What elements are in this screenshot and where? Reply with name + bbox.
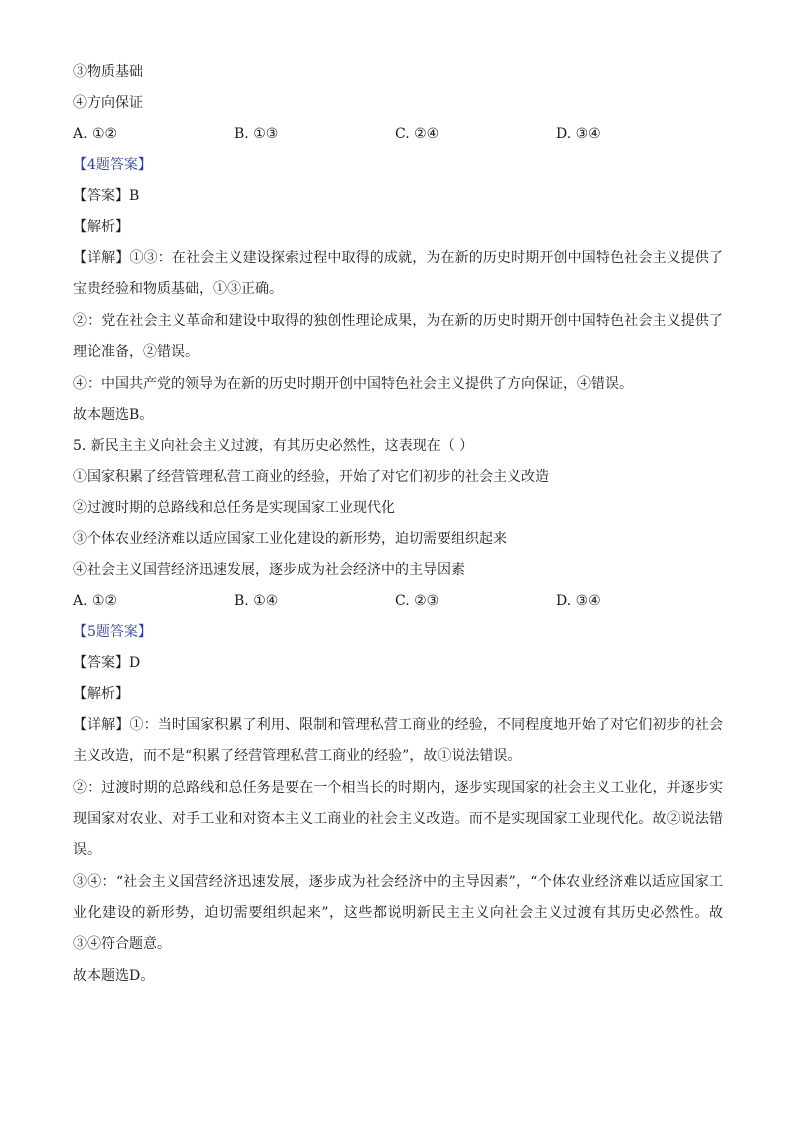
q4-answer-header: 【4题答案】 — [73, 157, 152, 173]
q5-item-1: ①国家积累了经营管理私营工商业的经验，开始了对它们初步的社会主义改造 — [73, 469, 549, 485]
q4-detail-3: ④：中国共产党的领导为在新的历史时期开创中国特色社会主义提供了方向保证，④错误。 — [73, 376, 633, 392]
q4-choice-a: A. ①② — [73, 126, 118, 142]
q5-answer: 【答案】D — [73, 655, 141, 671]
q5-answer-header: 【5题答案】 — [73, 624, 152, 640]
q5-choices — [73, 591, 723, 611]
document-page — [73, 62, 723, 997]
q5-detail-2: ②：过渡时期的总路线和总任务是要在一个相当长的时期内，逐步实现国家的社会主义工业化，并逐步实现国家对农业、对手工业和对资本主义工商业的社会主义改造。而不是实现国家工业现代化。故②说法错误。 — [73, 780, 723, 858]
q4-choices — [73, 124, 723, 144]
q4-detail-2: ②：党在社会主义革命和建设中取得的独创性理论成果，为在新的历史时期开创中国特色社会主义提供了理论准备，②错误。 — [73, 313, 723, 360]
q4-option-item-3: ③物质基础 — [73, 64, 143, 80]
q4-answer: 【答案】B — [73, 188, 140, 204]
q4-choice-b: B. ①③ — [234, 126, 279, 142]
q5-stem: 5. 新民主主义向社会主义过渡，有其历史必然性，这表现在（ ） — [73, 438, 474, 454]
q5-item-4: ④社会主义国营经济迅速发展，逐步成为社会经济中的主导因素 — [73, 562, 465, 578]
q5-item-3: ③个体农业经济难以适应国家工业化建设的新形势，迫切需要组织起来 — [73, 531, 507, 547]
q5-item-2: ②过渡时期的总路线和总任务是实现国家工业现代化 — [73, 500, 395, 516]
q5-choice-d: D. ③④ — [556, 593, 601, 609]
q4-detail-1: 【详解】①③：在社会主义建设探索过程中取得的成就，为在新的历史时期开创中国特色社会主义提供了宝贵经验和物质基础，①③正确。 — [73, 250, 723, 297]
q4-choice-d: D. ③④ — [556, 126, 601, 142]
q5-conclusion: 故本题选D。 — [73, 968, 155, 984]
q5-detail-1: 【详解】①：当时国家积累了利用、限制和管理私营工商业的经验，不同程度地开始了对它们初步的社会主义改造，而不是“积累了经营管理私营工商业的经验”，故①说法错误。 — [73, 717, 723, 764]
q4-choice-c: C. ②④ — [395, 126, 440, 142]
q5-analysis-label: 【解析】 — [73, 686, 129, 702]
q4-analysis-label: 【解析】 — [73, 219, 129, 235]
q5-choice-a: A. ①② — [73, 593, 118, 609]
q4-option-item-4: ④方向保证 — [73, 95, 143, 111]
q5-choice-b: B. ①④ — [234, 593, 279, 609]
q5-detail-3: ③④：“社会主义国营经济迅速发展，逐步成为社会经济中的主导因素”，“个体农业经济难以适应国家工业化建设的新形势，迫切需要组织起来”，这些都说明新民主主义向社会主义过渡有其历史必然性。故③④符合题意。 — [73, 874, 723, 952]
q5-choice-c: C. ②③ — [395, 593, 440, 609]
q4-conclusion: 故本题选B。 — [73, 407, 154, 423]
